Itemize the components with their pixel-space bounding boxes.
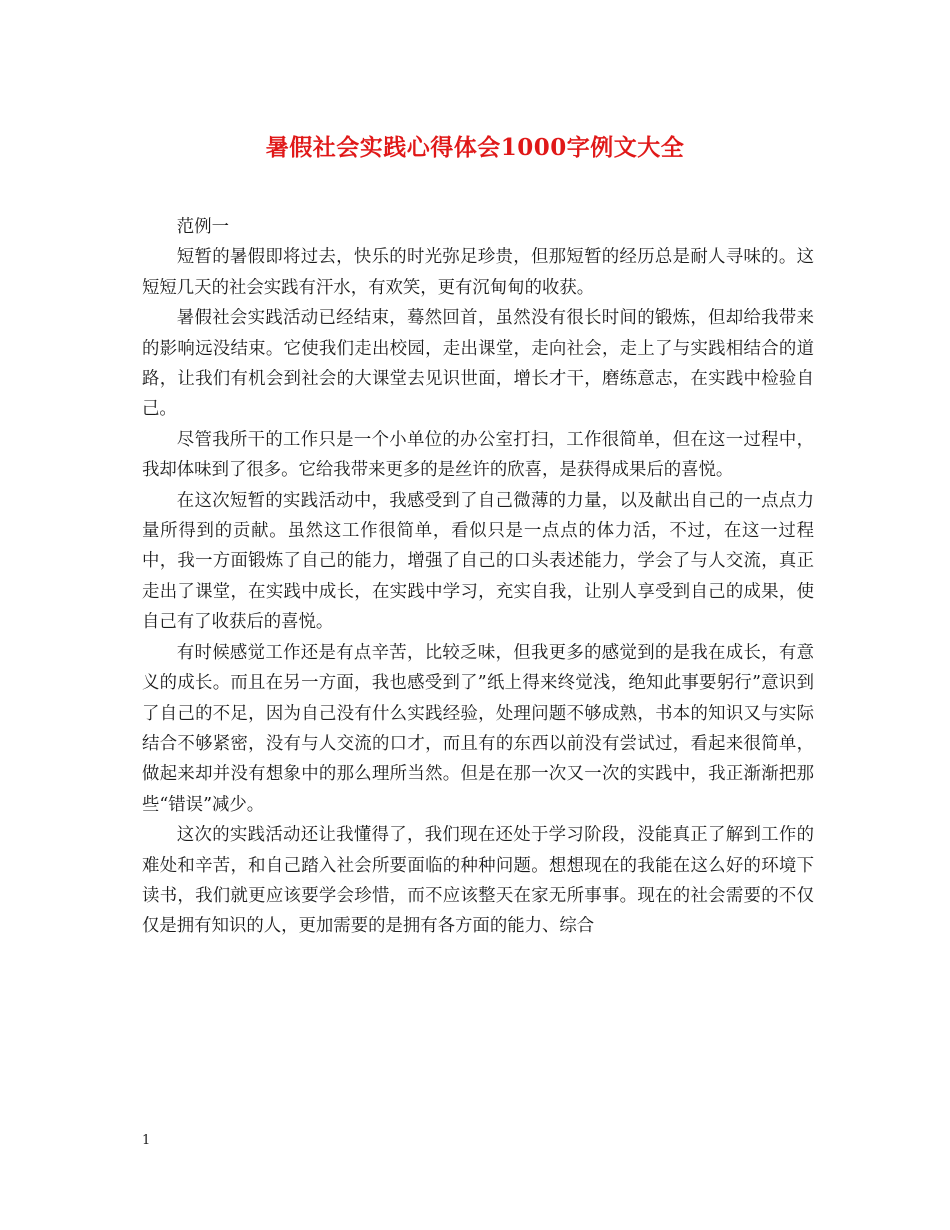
paragraph: 尽管我所干的工作只是一个小单位的办公室打扫，工作很简单，但在这一过程中，我却体味到了很多。它给我带来更多的是丝许的欣喜，是获得成果后的喜悦。 [142, 429, 814, 481]
paragraph: 在这次短暂的实践活动中，我感受到了自己微薄的力量，以及献出自己的一点点力量所得到的贡献。虽然这工作很简单，看似只是一点点的体力活，不过，在这一过程中，我一方面锻炼了自己的能力，增强了自己的口头表述能力，学会了与人交流，真正走出了课堂，在实践中成长，在实践中学习，充实自我，让别人享受到自己的成果，使自己有了收获后的喜悦。 [142, 490, 814, 633]
paragraph: 短暂的暑假即将过去，快乐的时光弥足珍贵，但那短暂的经历总是耐人寻味的。这短短几天的社会实践有汗水，有欢笑，更有沉甸甸的收获。 [142, 247, 814, 298]
paragraph: 有时候感觉工作还是有点辛苦，比较乏味，但我更多的感觉到的是我在成长，有意义的成长。而且在另一方面，我也感受到了”纸上得来终觉浅，绝知此事要躬行”意识到了自己的不足，因为自己没有什么实践经验，处理问题不够成熟，书本的知识又与实际结合不够紧密，没有与人交流的口才，而且有的东西以前没有尝试过，看起来很简单，做起来却并没有想象中的那么理所当然。但是在那一次又一次的实践中，我正渐渐把那些“错误”减少。 [142, 642, 814, 815]
document-title: 暑假社会实践心得体会1000字例文大全 [265, 134, 685, 161]
section-heading: 范例一 [176, 217, 229, 237]
paragraph: 暑假社会实践活动已经结束，蓦然回首，虽然没有很长时间的锻炼，但却给我带来的影响远没结束。它使我们走出校园，走出课堂，走向社会，走上了与实践相结合的道路，让我们有机会到社会的大课堂去见识世面，增长才干，磨练意志，在实践中检验自己。 [142, 308, 814, 420]
page-number: 1 [142, 1133, 151, 1148]
document-body [142, 212, 814, 942]
paragraph: 这次的实践活动还让我懂得了，我们现在还处于学习阶段，没能真正了解到工作的难处和辛苦，和自己踏入社会所要面临的种种问题。想想现在的我能在这么好的环境下读书，我们就更应该要学会珍惜，而不应该整天在家无所事事。现在的社会需要的不仅仅是拥有知识的人，更加需要的是拥有各方面的能力、综合 [142, 825, 814, 937]
